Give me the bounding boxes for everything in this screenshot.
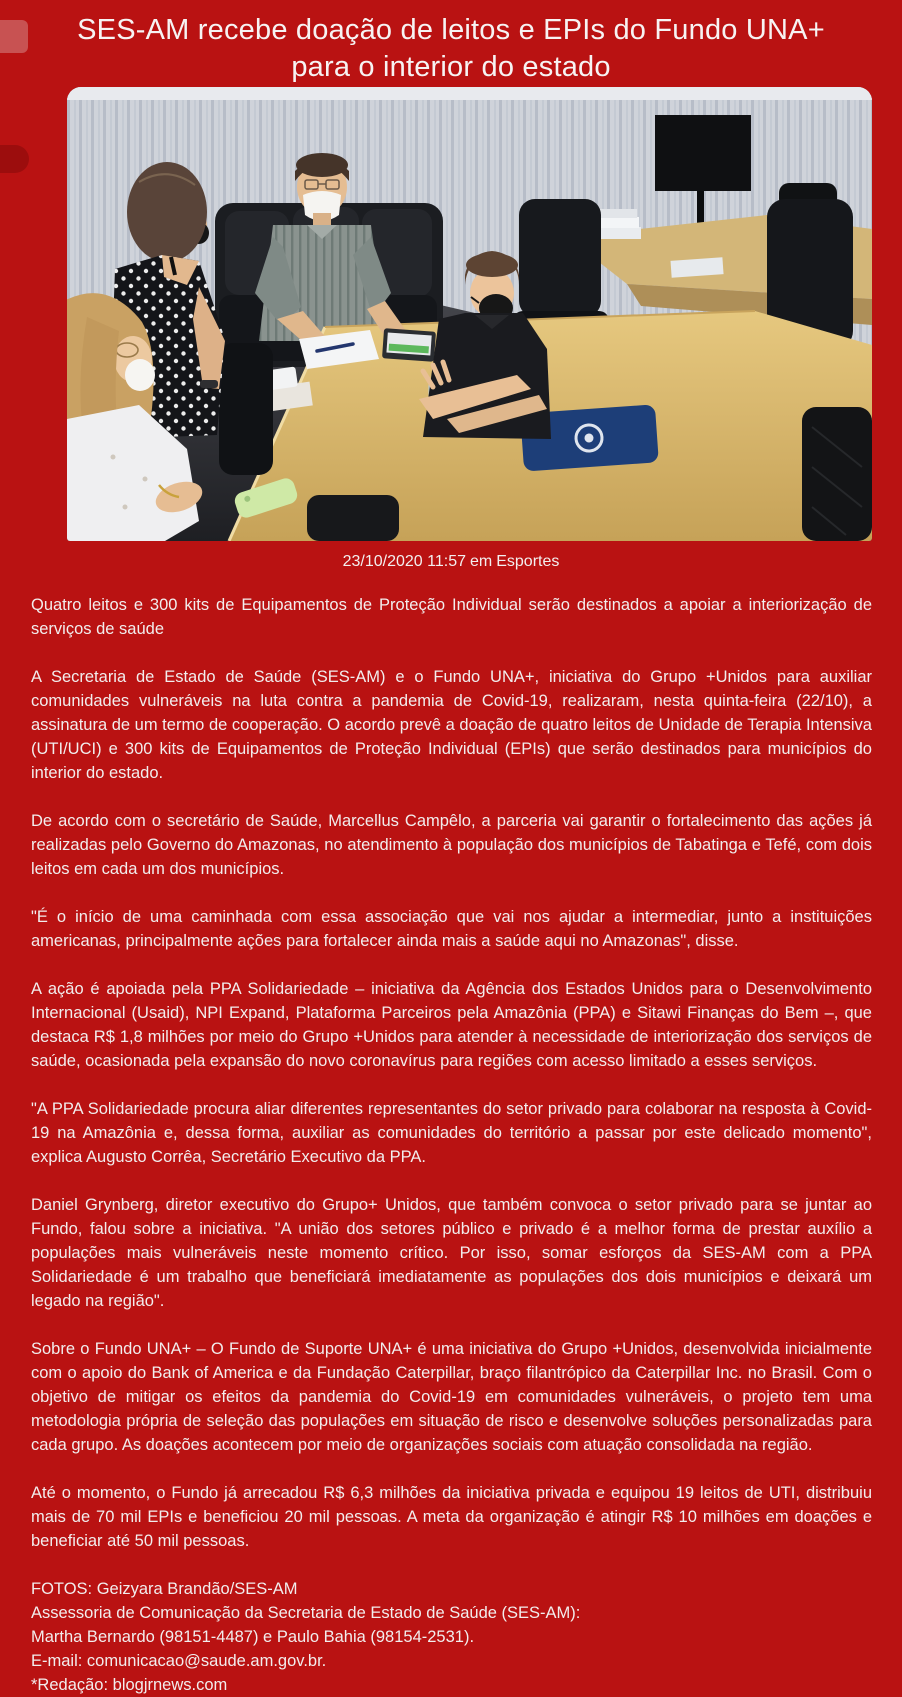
publish-datetime: 23/10/2020 11:57 — [342, 553, 466, 570]
email-line: E-mail: comunicacao@saude.am.gov.br. — [31, 1652, 327, 1670]
article-paragraph: Quatro leitos e 300 kits de Equipamentos de Proteção Individual serão destinados a apoiar a interiorização de serviços de saúde — [31, 596, 872, 638]
photo-credit-line: FOTOS: Geizyara Brandão/SES-AM — [31, 1580, 298, 1598]
side-widget-button[interactable] — [0, 20, 28, 53]
article-paragraph: "A PPA Solidariedade procura aliar diferentes representantes do setor privado para colaborar na resposta à Covid-19 na Amazônia e, dessa forma, auxiliar as comunidades do território a passar por este delicado momento", explica Augusto Corrêa, Secretário Executivo da PPA. — [31, 1100, 872, 1166]
article-paragraph: De acordo com o secretário de Saúde, Marcellus Campêlo, a parceria vai garantir o fortalecimento das ações já realizadas pelo Governo do Amazonas, no atendimento à população dos municípios de Tabatinga e Tefé, com dois leitos em cada um dos municípios. — [31, 812, 872, 878]
article-paragraph: Sobre o Fundo UNA+ – O Fundo de Suporte UNA+ é uma iniciativa do Grupo +Unidos, desenvolvida inicialmente com o apoio do Bank of America e da Fundação Caterpillar, braço filantrópico da Caterpillar Inc. no Brasil. Com o objetivo de mitigar os efeitos da pandemia do Covid-19 em comunidades vulneráveis, o projeto tem uma metodologia própria de seleção das populações em situação de risco e desenvolve soluções personalizadas para cada grupo. As doações acontecem por meio de organizações sociais com atuação consolidada na região. — [31, 1340, 872, 1454]
article-paragraph: Daniel Grynberg, diretor executivo do Grupo+ Unidos, que também convoca o setor privado para se juntar ao Fundo, falou sobre a iniciativa. "A união dos setores público e privado é a melhor forma de prestar auxílio a populações mais vulneráveis neste momento crítico. Por isso, somar esforços da SES-AM com a PPA Solidariedade é um trabalho que beneficiará imediatamente as populações dos dois municípios e deixará um legado na região". — [31, 1196, 872, 1310]
page-title: SES-AM recebe doação de leitos e EPIs do Fundo UNA+ para o interior do estado — [77, 14, 825, 83]
photo-chair-corner — [802, 407, 872, 541]
photo-chair-front — [307, 495, 399, 541]
meta-preposition: em — [470, 553, 493, 570]
article-photo — [67, 87, 872, 541]
category-link[interactable]: Esportes — [496, 553, 560, 570]
article-paragraph: "É o início de uma caminhada com essa associação que vai nos ajudar a intermediar, junto a instituições americanas, principalmente ações para fortalecer ainda mais a saúde aqui no Amazonas", disse. — [31, 908, 872, 950]
article-body — [0, 571, 902, 1697]
contacts-line: Martha Bernardo (98151-4487) e Paulo Bahia (98154-2531). — [31, 1628, 475, 1646]
article-paragraph: A ação é apoiada pela PPA Solidariedade – iniciativa da Agência dos Estados Unidos para o Desenvolvimento Internacional (Usaid), NPI Expand, Plataforma Parceiros pela Amazônia (PPA) e Sitawi Finanças do Bem –, que destaca R$ 1,8 milhões por meio do Grupo +Unidos para atender à necessidade de interiorização dos serviços de saúde, ocasionada pela expansão do novo coronavírus para regiões com acesso limitado a esses serviços. — [31, 980, 872, 1070]
press-office-line: Assessoria de Comunicação da Secretaria de Estado de Saúde (SES-AM): — [31, 1604, 581, 1622]
meeting-photo-illustration — [67, 87, 872, 541]
article-credits — [31, 1577, 872, 1697]
side-pill-decoration — [0, 145, 29, 173]
article-paragraph: Até o momento, o Fundo já arrecadou R$ 6,3 milhões da iniciativa privada e equipou 19 leitos de UTI, distribuiu mais de 70 mil EPIs e beneficiou 20 mil pessoas. A meta da organização é atingir R$ 10 milhões em doações e beneficiar até 50 mil pessoas. — [31, 1484, 872, 1550]
redaction-line: *Redação: blogjrnews.com — [31, 1676, 228, 1694]
article-paragraph: A Secretaria de Estado de Saúde (SES-AM) e o Fundo UNA+, iniciativa do Grupo +Unidos para auxiliar comunidades vulneráveis na luta contra a pandemia de Covid-19, realizaram, nesta quinta-feira (22/10), a assinatura de um termo de cooperação. O acordo prevê a doação de quatro leitos de Unidade de Terapia Intensiva (UTI/UCI) e 300 kits de Equipamentos de Proteção Individual (EPIs) que serão destinados para municípios do interior do estado. — [31, 668, 872, 782]
article-meta — [0, 553, 902, 571]
